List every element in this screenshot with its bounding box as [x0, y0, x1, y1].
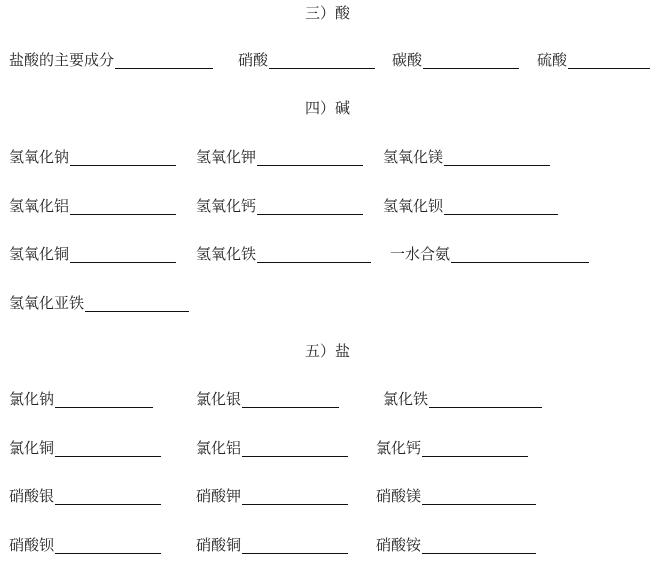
answer-blank[interactable]	[242, 539, 348, 554]
blank-item-copper-hydroxide	[9, 245, 176, 263]
blank-item-iron-hydroxide	[196, 245, 371, 263]
blank-item-ferrous-hydroxide	[9, 294, 189, 312]
blank-item-potassium-hydroxide	[196, 148, 363, 166]
answer-blank[interactable]	[444, 151, 550, 166]
answer-blank[interactable]	[85, 297, 189, 312]
answer-blank[interactable]	[70, 200, 176, 215]
blank-item-sulfuric-acid	[537, 51, 650, 69]
item-label: 硝酸钡	[9, 536, 55, 554]
blank-item-copper-chloride	[9, 439, 161, 457]
section-heading-acids: 三）酸	[305, 4, 351, 22]
item-label: 氢氧化铜	[9, 245, 70, 263]
item-label: 氢氧化钠	[9, 148, 70, 166]
item-label: 盐酸的主要成分	[9, 51, 115, 69]
item-label: 一水合氨	[390, 245, 451, 263]
blank-item-silver-chloride	[196, 390, 339, 408]
blank-item-barium-nitrate	[9, 536, 161, 554]
answer-blank[interactable]	[429, 393, 542, 408]
answer-blank[interactable]	[257, 248, 371, 263]
blank-item-ammonia-monohydrate	[390, 245, 589, 263]
answer-blank[interactable]	[257, 151, 363, 166]
item-label: 氢氧化镁	[383, 148, 444, 166]
item-label: 氯化铝	[196, 439, 242, 457]
item-label: 氯化铁	[383, 390, 429, 408]
blank-item-aluminum-chloride	[196, 439, 348, 457]
blank-item-potassium-nitrate	[196, 487, 348, 505]
item-label: 硝酸银	[9, 487, 55, 505]
answer-blank[interactable]	[55, 442, 161, 457]
item-label: 氢氧化铁	[196, 245, 257, 263]
answer-blank[interactable]	[70, 151, 176, 166]
section-heading-salts: 五）盐	[305, 342, 351, 360]
answer-blank[interactable]	[568, 54, 650, 69]
blank-item-sodium-hydroxide	[9, 148, 176, 166]
blank-item-hydrochloric-acid	[9, 51, 213, 69]
answer-blank[interactable]	[242, 490, 348, 505]
answer-blank[interactable]	[423, 54, 519, 69]
answer-blank[interactable]	[451, 248, 589, 263]
answer-blank[interactable]	[55, 539, 161, 554]
answer-blank[interactable]	[257, 200, 363, 215]
answer-blank[interactable]	[269, 54, 375, 69]
blank-item-calcium-chloride	[376, 439, 528, 457]
item-label: 氢氧化亚铁	[9, 294, 85, 312]
item-label: 氯化铜	[9, 439, 55, 457]
blank-item-barium-hydroxide	[383, 197, 558, 215]
section-heading-bases: 四）碱	[305, 99, 351, 117]
answer-blank[interactable]	[444, 200, 558, 215]
blank-item-copper-nitrate	[196, 536, 348, 554]
item-label: 氯化银	[196, 390, 242, 408]
item-label: 硝酸铵	[376, 536, 422, 554]
blank-item-magnesium-hydroxide	[383, 148, 550, 166]
item-label: 氯化钙	[376, 439, 422, 457]
answer-blank[interactable]	[70, 248, 176, 263]
item-label: 硫酸	[537, 51, 568, 69]
blank-item-sodium-chloride	[9, 390, 153, 408]
item-label: 氢氧化钡	[383, 197, 444, 215]
item-label: 硝酸镁	[376, 487, 422, 505]
answer-blank[interactable]	[422, 539, 536, 554]
answer-blank[interactable]	[55, 393, 153, 408]
item-label: 硝酸钾	[196, 487, 242, 505]
item-label: 硝酸	[238, 51, 269, 69]
answer-blank[interactable]	[422, 490, 536, 505]
answer-blank[interactable]	[422, 442, 528, 457]
answer-blank[interactable]	[115, 54, 213, 69]
blank-item-carbonic-acid	[392, 51, 519, 69]
item-label: 氢氧化钙	[196, 197, 257, 215]
answer-blank[interactable]	[242, 442, 348, 457]
answer-blank[interactable]	[55, 490, 161, 505]
blank-item-ferric-chloride	[383, 390, 542, 408]
answer-blank[interactable]	[242, 393, 339, 408]
item-label: 硝酸铜	[196, 536, 242, 554]
blank-item-nitric-acid	[238, 51, 375, 69]
item-label: 氢氧化铝	[9, 197, 70, 215]
blank-item-aluminum-hydroxide	[9, 197, 176, 215]
item-label: 氢氧化钾	[196, 148, 257, 166]
blank-item-silver-nitrate	[9, 487, 161, 505]
item-label: 碳酸	[392, 51, 423, 69]
blank-item-magnesium-nitrate	[376, 487, 536, 505]
blank-item-calcium-hydroxide	[196, 197, 363, 215]
blank-item-ammonium-nitrate	[376, 536, 536, 554]
item-label: 氯化钠	[9, 390, 55, 408]
